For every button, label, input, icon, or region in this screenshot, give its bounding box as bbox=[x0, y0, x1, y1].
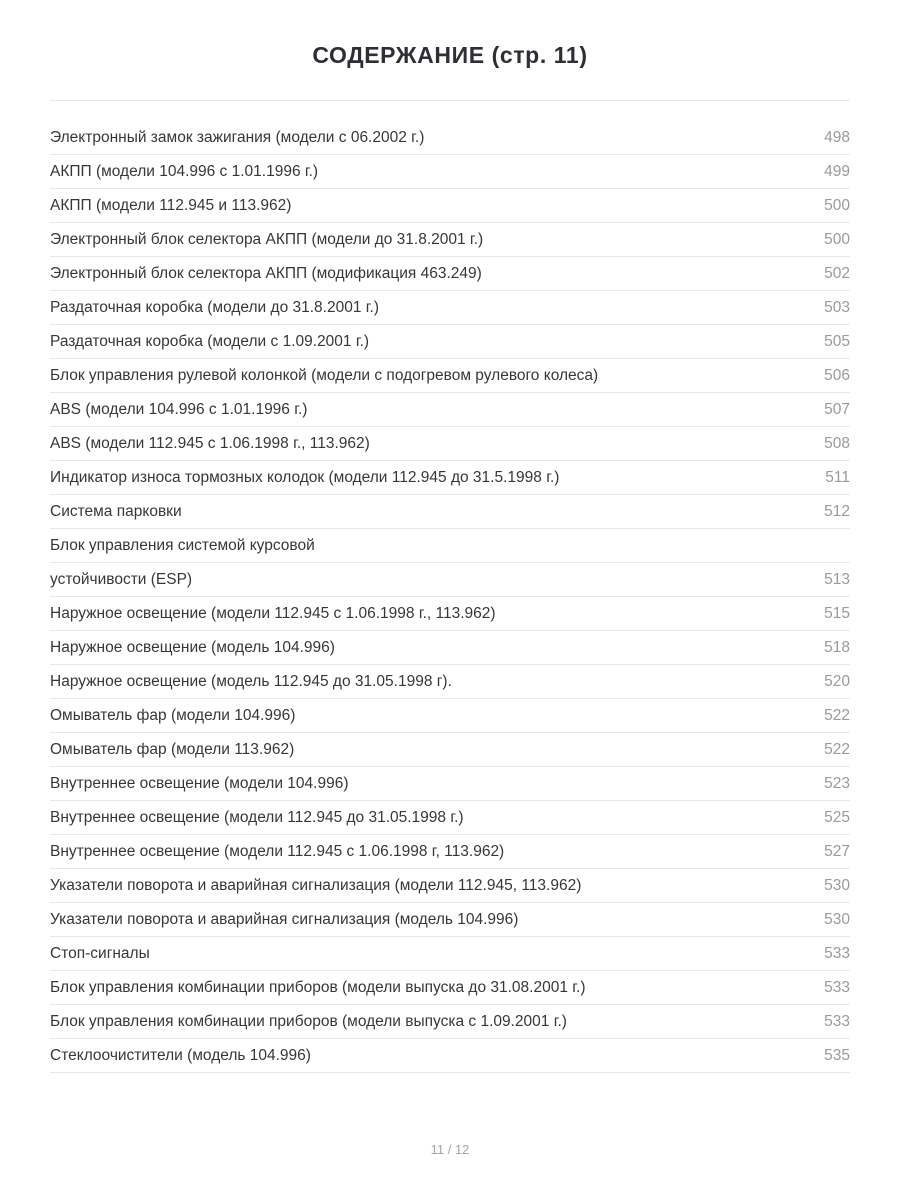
toc-row bbox=[50, 495, 850, 529]
toc-entry-page: 500 bbox=[824, 230, 850, 248]
toc-entry-label: АКПП (модели 104.996 с 1.01.1996 г.) bbox=[50, 162, 319, 180]
toc-row bbox=[50, 903, 850, 937]
toc-entry-page: 535 bbox=[824, 1046, 850, 1064]
toc-entry-label: Стеклоочистители (модель 104.996) bbox=[50, 1046, 311, 1064]
toc-entry-label: Блок управления системой курсовой bbox=[50, 536, 315, 554]
toc-entry-page: 506 bbox=[824, 366, 850, 384]
toc-entry-page: 508 bbox=[824, 434, 850, 452]
toc-row bbox=[50, 427, 850, 461]
toc-row bbox=[50, 223, 850, 257]
toc-row bbox=[50, 631, 850, 665]
toc-entry-page: 500 bbox=[824, 196, 850, 214]
toc-entry-label: Указатели поворота и аварийная сигнализация (модель 104.996) bbox=[50, 910, 519, 928]
pagination-footer: 11 / 12 bbox=[430, 1142, 470, 1157]
toc-entry-page: 533 bbox=[824, 978, 850, 996]
toc-entry-label: Омыватель фар (модели 104.996) bbox=[50, 706, 296, 724]
toc-entry-label: Наружное освещение (модель 104.996) bbox=[50, 638, 335, 656]
toc-row bbox=[50, 801, 850, 835]
toc-entry-label: Система парковки bbox=[50, 502, 182, 520]
toc-entry-label: Раздаточная коробка (модели с 1.09.2001 г.) bbox=[50, 332, 370, 350]
toc-row bbox=[50, 393, 850, 427]
toc-row bbox=[50, 971, 850, 1005]
toc-row bbox=[50, 257, 850, 291]
toc-row bbox=[50, 665, 850, 699]
toc-entry-label: Омыватель фар (модели 113.962) bbox=[50, 740, 295, 758]
toc-row bbox=[50, 121, 850, 155]
toc-row bbox=[50, 291, 850, 325]
toc-row bbox=[50, 461, 850, 495]
toc-entry-label: Внутреннее освещение (модели 112.945 до 31.05.1998 г.) bbox=[50, 808, 464, 826]
toc-entry-page: 530 bbox=[824, 876, 850, 894]
toc-entry-page: 523 bbox=[824, 774, 850, 792]
toc-entry-label: Электронный блок селектора АКПП (модификация 463.249) bbox=[50, 264, 482, 282]
toc-entry-label: Внутреннее освещение (модели 112.945 с 1.06.1998 г, 113.962) bbox=[50, 842, 505, 860]
toc-entry-label: Блок управления рулевой колонкой (модели с подогревом рулевого колеса) bbox=[50, 366, 599, 384]
toc-entry-page: 499 bbox=[824, 162, 850, 180]
toc-row bbox=[50, 1005, 850, 1039]
toc-entry-page: 512 bbox=[824, 502, 850, 520]
page-title: СОДЕРЖАНИЕ (стр. 11) bbox=[312, 42, 588, 68]
toc-entry-page: 525 bbox=[824, 808, 850, 826]
toc-entry-label: Наружное освещение (модели 112.945 с 1.06.1998 г., 113.962) bbox=[50, 604, 496, 622]
toc-row bbox=[50, 835, 850, 869]
toc-row bbox=[50, 529, 850, 563]
toc-entry-page: 527 bbox=[824, 842, 850, 860]
toc-row bbox=[50, 937, 850, 971]
toc-row bbox=[50, 597, 850, 631]
toc-entry-page: 511 bbox=[825, 468, 850, 486]
toc-entry-page: 505 bbox=[824, 332, 850, 350]
toc-entry-label: Наружное освещение (модель 112.945 до 31.05.1998 г). bbox=[50, 672, 452, 690]
toc-entry-page: 530 bbox=[824, 910, 850, 928]
toc-entry-page: 503 bbox=[824, 298, 850, 316]
toc-entry-page: 522 bbox=[824, 740, 850, 758]
toc-entry-page: 533 bbox=[824, 944, 850, 962]
toc-row bbox=[50, 155, 850, 189]
toc-row bbox=[50, 733, 850, 767]
toc-list bbox=[50, 121, 850, 1073]
toc-row bbox=[50, 1039, 850, 1073]
toc-row bbox=[50, 189, 850, 223]
toc-row bbox=[50, 767, 850, 801]
toc-entry-label: Блок управления комбинации приборов (модели выпуска с 1.09.2001 г.) bbox=[50, 1012, 567, 1030]
toc-entry-page: 522 bbox=[824, 706, 850, 724]
toc-row bbox=[50, 325, 850, 359]
toc-row bbox=[50, 699, 850, 733]
toc-entry-label: АКПП (модели 112.945 и 113.962) bbox=[50, 196, 292, 214]
toc-entry-page: 498 bbox=[824, 128, 850, 146]
toc-entry-page: 533 bbox=[824, 1012, 850, 1030]
toc-entry-label: ABS (модели 104.996 с 1.01.1996 г.) bbox=[50, 400, 308, 418]
toc-entry-page: 513 bbox=[824, 570, 850, 588]
toc-entry-label: Электронный блок селектора АКПП (модели до 31.8.2001 г.) bbox=[50, 230, 484, 248]
toc-row bbox=[50, 563, 850, 597]
toc-entry-label: Указатели поворота и аварийная сигнализация (модели 112.945, 113.962) bbox=[50, 876, 582, 894]
toc-entry-page: 518 bbox=[824, 638, 850, 656]
toc-entry-page: 502 bbox=[824, 264, 850, 282]
title-divider bbox=[50, 100, 850, 101]
toc-entry-label: ABS (модели 112.945 с 1.06.1998 г., 113.962) bbox=[50, 434, 370, 452]
toc-entry-label: Внутреннее освещение (модели 104.996) bbox=[50, 774, 349, 792]
toc-entry-label: Раздаточная коробка (модели до 31.8.2001 г.) bbox=[50, 298, 379, 316]
toc-row bbox=[50, 869, 850, 903]
toc-entry-page: 507 bbox=[824, 400, 850, 418]
toc-row bbox=[50, 359, 850, 393]
toc-entry-label: Стоп-сигналы bbox=[50, 944, 150, 962]
toc-entry-label: Индикатор износа тормозных колодок (модели 112.945 до 31.5.1998 г.) bbox=[50, 468, 560, 486]
toc-entry-label: устойчивости (ESP) bbox=[50, 570, 193, 588]
toc-entry-page: 515 bbox=[824, 604, 850, 622]
toc-entry-page: 520 bbox=[824, 672, 850, 690]
toc-entry-label: Электронный замок зажигания (модели с 06.2002 г.) bbox=[50, 128, 425, 146]
toc-entry-label: Блок управления комбинации приборов (модели выпуска до 31.08.2001 г.) bbox=[50, 978, 586, 996]
